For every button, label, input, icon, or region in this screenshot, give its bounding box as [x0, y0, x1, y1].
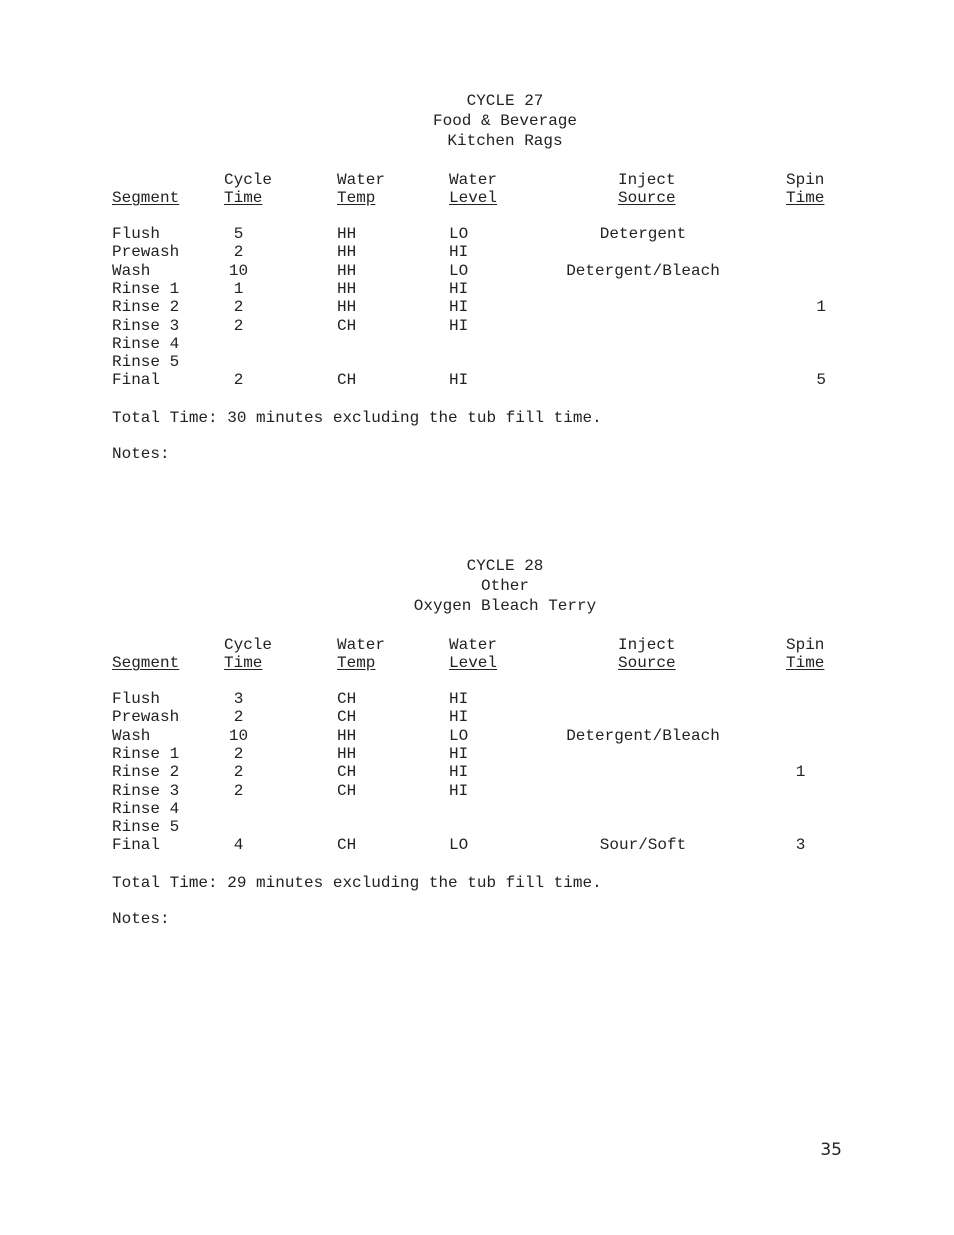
- water-level-cell: HI: [449, 371, 469, 390]
- cycle-time-header-top: Cycle: [224, 636, 273, 654]
- water-level-cell: LO: [449, 836, 469, 855]
- segment-header: Segment: [112, 654, 180, 672]
- water-temp-cell: HH: [337, 298, 357, 317]
- spin-time-cell: 3: [795, 836, 806, 855]
- spin-time-cell: 1: [795, 763, 806, 782]
- water-temp-cell: HH: [337, 744, 357, 763]
- water-temp-cell: HH: [337, 243, 357, 262]
- segment-cell: Final: [112, 836, 161, 855]
- inject-source-header: Source: [618, 654, 676, 672]
- water-level-cell: HI: [449, 316, 469, 335]
- spin-time-cell: 5: [816, 371, 826, 390]
- water-level-cell: HI: [449, 243, 469, 262]
- segment-cell: Rinse 2: [112, 298, 180, 317]
- segment-cell: Wash: [112, 261, 151, 280]
- cycle-title: CYCLE 28: [466, 557, 544, 575]
- water-temp-header: Temp: [337, 654, 376, 672]
- inject-source-cell: Detergent/Bleach: [566, 726, 720, 745]
- segment-cell: Rinse 3: [112, 316, 180, 335]
- water-temp-cell: CH: [337, 836, 357, 855]
- water-temp-header: Temp: [337, 189, 376, 207]
- segment-cell: Flush: [112, 225, 161, 243]
- total-time: Total Time: 30 minutes excluding the tub fill time.: [112, 409, 602, 427]
- page-number: 35: [820, 1140, 842, 1160]
- cycle-time-cell: 2: [233, 243, 244, 262]
- water-temp-cell: CH: [337, 371, 357, 390]
- notes-label: Notes:: [112, 445, 170, 463]
- water-level-header: Level: [449, 654, 498, 672]
- spin-time-header: Time: [786, 189, 825, 207]
- segment-cell: Final: [112, 371, 161, 390]
- inject-source-cell: Sour/Soft: [599, 836, 687, 855]
- segment-cell: Flush: [112, 690, 161, 708]
- water-level-cell: HI: [449, 744, 469, 763]
- cycle-section: [0, 92, 954, 532]
- water-temp-cell: HH: [337, 225, 357, 243]
- segment-cell: Wash: [112, 726, 151, 745]
- cycle-time-cell: 3: [233, 690, 244, 708]
- water-level-cell: HI: [449, 781, 469, 800]
- cycle-time-cell: 1: [233, 279, 244, 298]
- segment-cell: Rinse 2: [112, 763, 180, 782]
- cycle-time-cell: 2: [233, 708, 244, 727]
- water-temp-cell: HH: [337, 726, 357, 745]
- inject-source-cell: Detergent: [599, 225, 687, 243]
- segment-cell: Prewash: [112, 243, 180, 262]
- water-level-cell: HI: [449, 690, 469, 708]
- water-level-header-top: Water: [449, 171, 498, 189]
- water-level-cell: LO: [449, 225, 469, 243]
- water-level-cell: HI: [449, 708, 469, 727]
- segment-cell: Rinse 4: [112, 799, 180, 818]
- water-level-cell: HI: [449, 298, 469, 317]
- water-temp-cell: CH: [337, 316, 357, 335]
- cycle-time-cell: 4: [233, 836, 244, 855]
- water-level-header: Level: [449, 189, 498, 207]
- segment-cell: Prewash: [112, 708, 180, 727]
- cycle-time-cell: 2: [233, 371, 244, 390]
- inject-source-header: Source: [618, 189, 676, 207]
- water-level-cell: LO: [449, 726, 469, 745]
- water-temp-cell: CH: [337, 781, 357, 800]
- segment-cell: Rinse 5: [112, 353, 180, 372]
- inject-source-header-top: Inject: [618, 171, 676, 189]
- water-temp-cell: CH: [337, 763, 357, 782]
- cycle-time-cell: 2: [233, 316, 244, 335]
- cycle-time-cell: 2: [233, 781, 244, 800]
- water-temp-cell: CH: [337, 708, 357, 727]
- inject-source-cell: Detergent/Bleach: [566, 261, 720, 280]
- spin-time-header-top: Spin: [786, 171, 825, 189]
- segment-cell: Rinse 3: [112, 781, 180, 800]
- segment-cell: Rinse 4: [112, 334, 180, 353]
- water-temp-cell: CH: [337, 690, 357, 708]
- cycle-time-cell: 5: [233, 225, 244, 243]
- spin-time-cell: 1: [816, 298, 826, 317]
- total-time: Total Time: 29 minutes excluding the tub fill time.: [112, 874, 602, 892]
- cycle-time-cell: 10: [228, 261, 249, 280]
- cycle-name: Kitchen Rags: [447, 132, 563, 150]
- inject-source-header-top: Inject: [618, 636, 676, 654]
- cycle-category: Food & Beverage: [432, 112, 578, 130]
- cycle-time-header-top: Cycle: [224, 171, 273, 189]
- water-temp-cell: HH: [337, 279, 357, 298]
- water-temp-header-top: Water: [337, 171, 386, 189]
- cycle-title: CYCLE 27: [466, 92, 544, 110]
- segment-cell: Rinse 1: [112, 744, 180, 763]
- cycle-time-header: Time: [224, 189, 263, 207]
- cycle-time-cell: 2: [233, 298, 244, 317]
- cycle-time-header: Time: [224, 654, 263, 672]
- cycle-time-cell: 2: [233, 744, 244, 763]
- cycle-section: [0, 557, 954, 997]
- water-level-cell: HI: [449, 279, 469, 298]
- spin-time-header: Time: [786, 654, 825, 672]
- water-temp-cell: HH: [337, 261, 357, 280]
- water-temp-header-top: Water: [337, 636, 386, 654]
- water-level-cell: HI: [449, 763, 469, 782]
- segment-cell: Rinse 5: [112, 818, 180, 837]
- notes-label: Notes:: [112, 910, 170, 928]
- cycle-name: Oxygen Bleach Terry: [413, 597, 597, 615]
- segment-cell: Rinse 1: [112, 279, 180, 298]
- cycle-category: Other: [480, 577, 529, 595]
- cycle-time-cell: 2: [233, 763, 244, 782]
- spin-time-header-top: Spin: [786, 636, 825, 654]
- water-level-header-top: Water: [449, 636, 498, 654]
- cycle-time-cell: 10: [228, 726, 249, 745]
- water-level-cell: LO: [449, 261, 469, 280]
- segment-header: Segment: [112, 189, 180, 207]
